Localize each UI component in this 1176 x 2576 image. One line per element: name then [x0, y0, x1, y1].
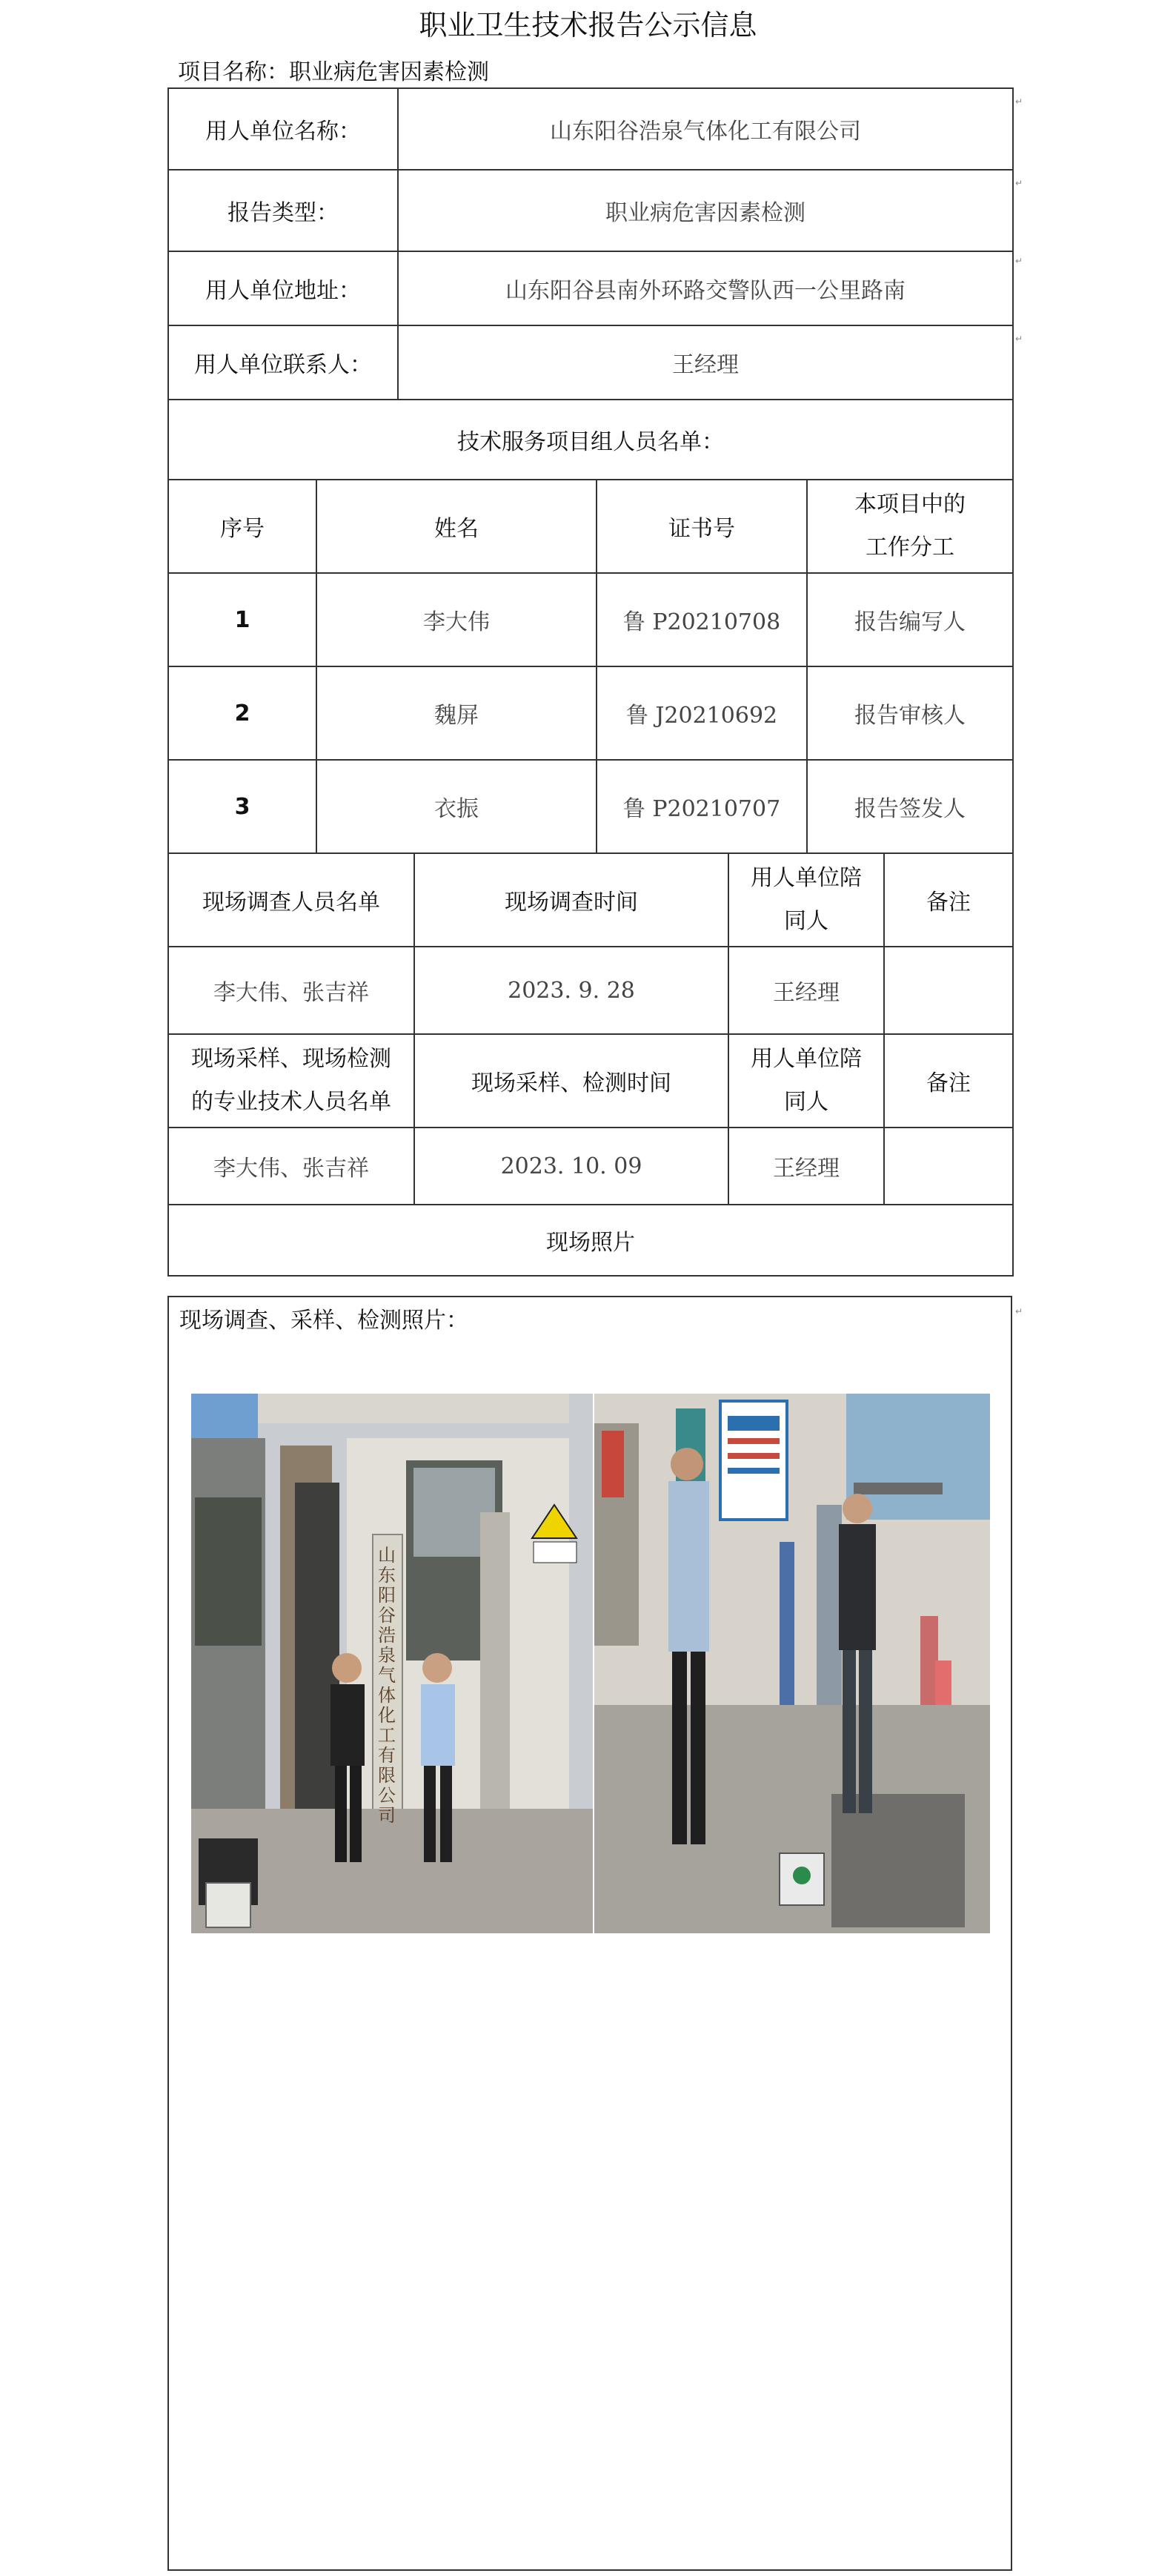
paragraph-mark: ↵ [1015, 96, 1023, 107]
paragraph-mark: ↵ [1015, 178, 1023, 188]
report-type-value: 职业病危害因素检测 [398, 170, 1013, 251]
paragraph-mark: ↵ [1015, 1306, 1023, 1317]
sampling-header-people [168, 1034, 414, 1128]
survey-header-remark: 备注 [884, 853, 1013, 947]
sampling-accompany: 王经理 [728, 1128, 884, 1205]
team-row-role: 报告审核人 [807, 666, 1013, 760]
survey-header-accompany-line1: 用人单位陪 [751, 865, 862, 891]
team-row-no: 3 [168, 760, 316, 853]
team-header-cert: 证书号 [597, 480, 807, 573]
sampling-header-time: 现场采样、检测时间 [414, 1034, 728, 1128]
photos-heading: 现场照片 [168, 1205, 1013, 1276]
sampling-header-people-line1: 现场采样、现场检测 [191, 1046, 391, 1072]
survey-people: 李大伟、张吉祥 [168, 947, 414, 1034]
survey-header-people: 现场调查人员名单 [168, 853, 414, 947]
project-label: 项目名称： [178, 59, 289, 85]
gate-sign-text: 山东阳谷浩泉气体化工有限公司 [378, 1545, 396, 1826]
contact-label: 用人单位联系人： [168, 325, 398, 400]
team-header-role [807, 480, 1013, 573]
table-row [168, 1128, 1013, 1205]
site-photo-sampling [594, 1394, 990, 1933]
sampling-header-remark: 备注 [884, 1034, 1013, 1128]
team-table [167, 479, 1014, 854]
team-row-name: 李大伟 [316, 573, 597, 666]
table-row [168, 947, 1013, 1034]
survey-accompany: 王经理 [728, 947, 884, 1034]
team-row-role: 报告编写人 [807, 573, 1013, 666]
sampling-header-accompany-line2: 同人 [784, 1089, 828, 1115]
page-title: 职业卫生技术报告公示信息 [419, 9, 757, 42]
sampling-time: 2023. 10. 09 [414, 1128, 728, 1205]
table-row [168, 760, 1013, 853]
survey-header-accompany [728, 853, 884, 947]
info-table [167, 87, 1014, 480]
sampling-header-accompany [728, 1034, 884, 1128]
sampling-header-accompany-line1: 用人单位陪 [751, 1046, 862, 1072]
unit-name-label: 用人单位名称： [168, 88, 398, 170]
team-header-name: 姓名 [316, 480, 597, 573]
survey-time: 2023. 9. 28 [414, 947, 728, 1034]
survey-header-time: 现场调查时间 [414, 853, 728, 947]
report-type-label: 报告类型： [168, 170, 398, 251]
team-header-no: 序号 [168, 480, 316, 573]
team-row-cert: 鲁 J20210692 [597, 666, 807, 760]
team-heading: 技术服务项目组人员名单： [168, 400, 1013, 480]
team-row-name: 魏屏 [316, 666, 597, 760]
survey-remark [884, 947, 1013, 1034]
team-row-cert: 鲁 P20210708 [597, 573, 807, 666]
sampling-header-people-line2: 的专业技术人员名单 [191, 1089, 391, 1115]
table-row [168, 666, 1013, 760]
sampling-remark [884, 1128, 1013, 1205]
photo-caption: 现场调查、采样、检测照片： [179, 1308, 468, 1334]
address-value: 山东阳谷县南外环路交警队西一公里路南 [398, 251, 1013, 325]
team-row-role: 报告签发人 [807, 760, 1013, 853]
paragraph-mark: ↵ [1015, 334, 1023, 344]
team-row-no: 1 [168, 573, 316, 666]
team-header-role-line1: 本项目中的 [854, 491, 966, 517]
table-row [168, 573, 1013, 666]
project-line [178, 56, 489, 89]
team-row-name: 衣振 [316, 760, 597, 853]
survey-header-accompany-line2: 同人 [784, 908, 828, 934]
team-header-role-line2: 工作分工 [866, 534, 954, 560]
sampling-people: 李大伟、张吉祥 [168, 1128, 414, 1205]
team-row-no: 2 [168, 666, 316, 760]
address-label: 用人单位地址： [168, 251, 398, 325]
team-row-cert: 鲁 P20210707 [597, 760, 807, 853]
paragraph-mark: ↵ [1015, 256, 1023, 266]
contact-value: 王经理 [398, 325, 1013, 400]
project-value: 职业病危害因素检测 [289, 59, 489, 85]
survey-table [167, 852, 1014, 1277]
unit-name-value: 山东阳谷浩泉气体化工有限公司 [398, 88, 1013, 170]
